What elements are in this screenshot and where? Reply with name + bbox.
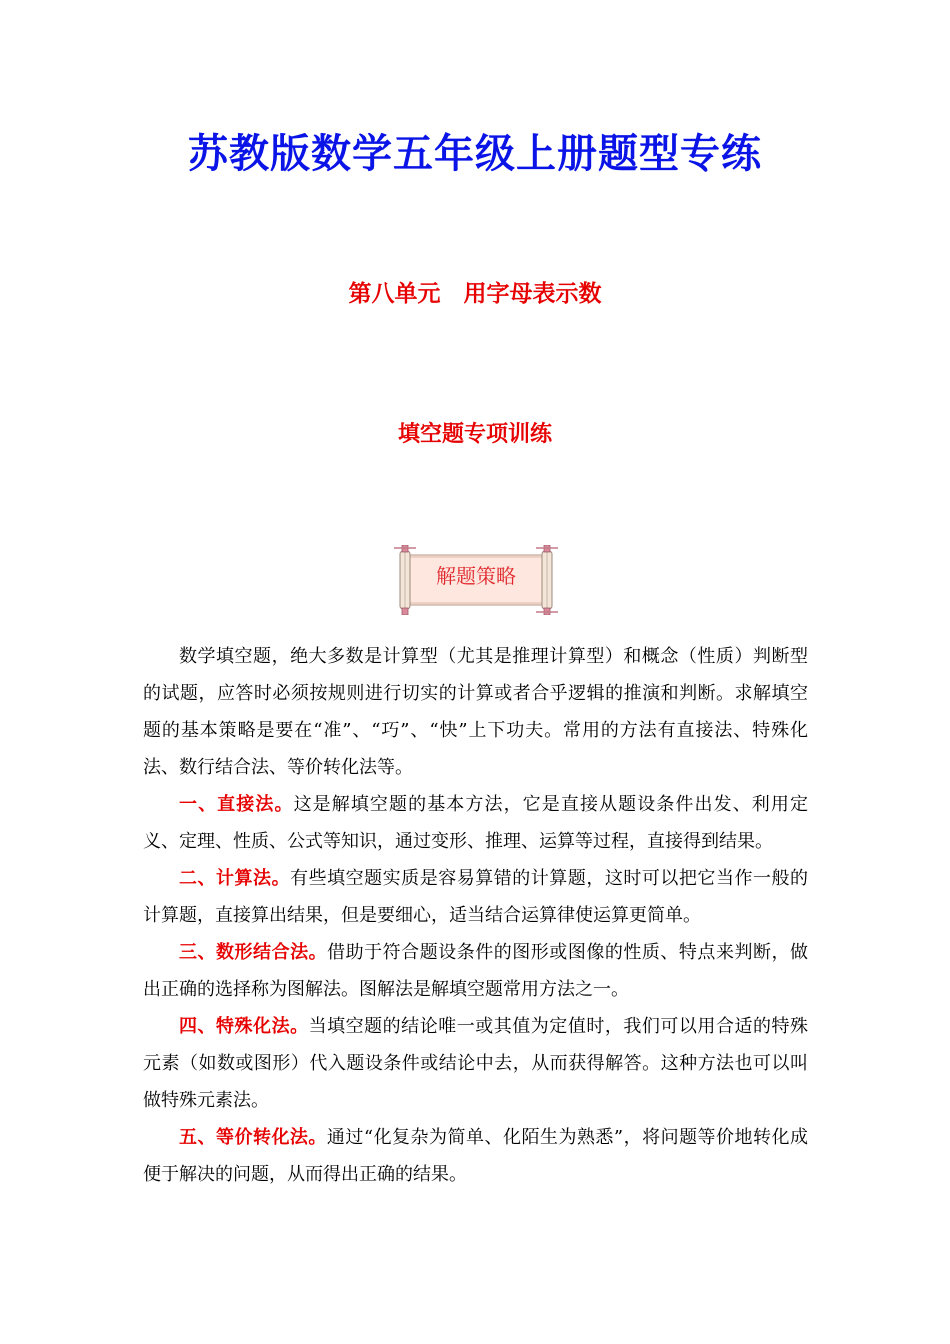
method-text: 当填空题的结论唯一或其值为定值时，我们可以用合适的特殊元素（如数或图形）代入题设条件或结论中去，从而获得解答。这种方法也可以叫做特殊元素法。: [143, 1016, 809, 1111]
method-name: 一、直接法。: [179, 794, 294, 815]
method-paragraph: [143, 1008, 808, 1119]
method-paragraph: [143, 860, 808, 934]
unit-title: 第八单元 用字母表示数: [348, 281, 602, 307]
method-text: 通过“化复杂为简单、化陌生为熟悉”，将问题等价地转化成便于解决的问题，从而得出正确的结果。: [143, 1127, 808, 1185]
method-text: 有些填空题实质是容易算错的计算题，这时可以把它当作一般的计算题，直接算出结果，但是要细心，适当结合运算律使运算更简单。: [143, 868, 808, 926]
scroll-label: 解题策略: [436, 564, 516, 588]
strategy-content: [143, 638, 808, 1193]
section-title: 填空题专项训练: [397, 422, 552, 447]
method-name: 三、数形结合法。: [179, 942, 328, 963]
method-paragraph: [143, 1119, 808, 1193]
method-paragraph: [143, 786, 808, 860]
method-text: 这是解填空题的基本方法，它是直接从题设条件出发、利用定义、定理、性质、公式等知识，通过变形、推理、运算等过程，直接得到结果。: [143, 794, 808, 852]
method-name: 五、等价转化法。: [179, 1127, 327, 1148]
method-name: 四、特殊化法。: [179, 1016, 309, 1037]
strategy-scroll-banner: [392, 545, 560, 615]
page-title: 苏教版数学五年级上册题型专练: [188, 131, 762, 177]
method-text: 借助于符合题设条件的图形或图像的性质、特点来判断，做出正确的选择称为图解法。图解法是解填空题常用方法之一。: [143, 942, 809, 1000]
method-name: 二、计算法。: [179, 868, 291, 889]
method-paragraph: [143, 934, 808, 1008]
intro-paragraph: 数学填空题，绝大多数是计算型（尤其是推理计算型）和概念（性质）判断型的试题，应答时必须按规则进行切实的计算或者合乎逻辑的推演和判断。求解填空题的基本策略是要在“准”、“巧”、“快”上下功夫。常用的方法有直接法、特殊化法、数行结合法、等价转化法等。: [143, 646, 808, 778]
